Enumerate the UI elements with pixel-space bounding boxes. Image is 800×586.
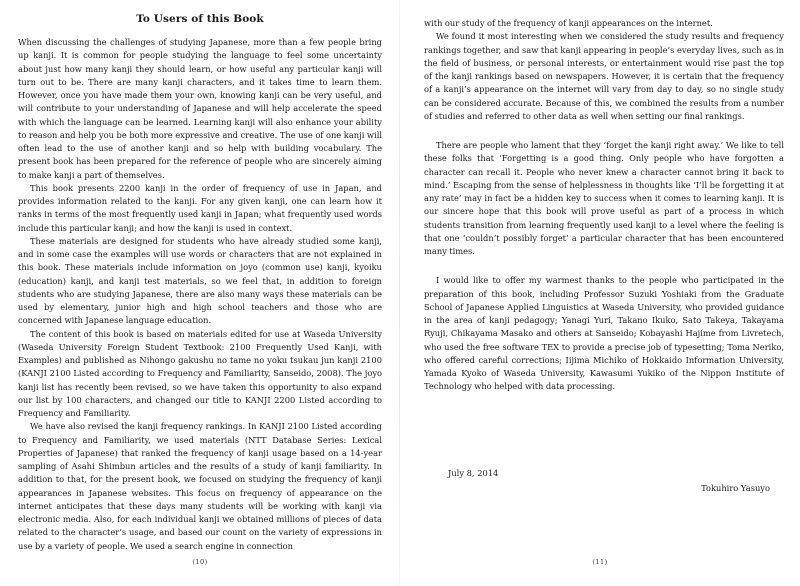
paragraph: with our study of the frequency of kanji appearances on the internet.: [424, 18, 713, 28]
page-number: (10): [192, 558, 208, 566]
signature-author: Tokuhiro Yasuyo: [701, 483, 770, 493]
left-page-body: [18, 36, 382, 553]
right-page-body: [424, 17, 784, 394]
paragraph: This book presents 2200 kanji in the order of frequency of use in Japan, and provides information related to the kanji. For any given kanji, one can learn how it ranks in terms of the most frequently used kanji in Japan; what frequently used words include this particular kanji; and how the kanji is used in context.: [18, 182, 382, 233]
paragraph: I would like to offer my warmest thanks to the people who participated in the preparation of this book, including Professor Suzuki Yoshiaki from the Graduate School of Japanese Applied Linguistics at Waseda University, who provided guidance in the area of kanji pedagogy; Yanagi Yuri, Takano Ikuko, Sato Takeya, Takayama Ryuji, Chikayama Masako and others at Sanseido; Kobayashi Hajime from Livretech, who used the free software TEX to provide a precise job of typesetting; Toma Neriko, who offered careful corrections; Iijima Michiko of Hokkaido Information University, Yamada Kyoko of Waseda University, Kawasumi Yukiko of the Nippon Institute of Technology who helped with data processing.: [424, 275, 784, 392]
paragraph: These materials are designed for students who have already studied some kanji, and in some case the examples will use words or characters that are not explained in this book. These materials include information on joyo (common use) kanji, kyoiku (education) kanji, and kanji test materials, so we feel that, in addition to foreign students who are studying Japanese, there are also many ways these materials can be used by elementary, junior high and high school teachers and those who are concerned with Japanese language education.: [18, 235, 382, 326]
paragraph: There are people who lament that they ‘forget the kanji right away.’ We like to tell these folks that ‘Forgetting is a good thing. Only people who have forgotten a character can recall it. People who never knew a character cannot bring it back to mind.’ Escaping from the sense of helplessness in thoughts like ‘I’ll be forgetting it at any rate’ may in fact be a hidden key to success when it comes to learning kanji. It is our sincere hope that this book will prove useful as part of a process in which students transition from learning frequently used kanji to a level where the feeling is that one ‘couldn’t possibly forget’ a particular character that has been encountered many times.: [424, 140, 784, 256]
paragraph: The content of this book is based on materials edited for use at Waseda University (Waseda University Foreign Student Textbook: 2100 Frequently Used Kanji, with Examples) and published as Nihongo gakushu no tame no yoku tsukau jun kanji 2100 (KANJI 2100 Listed according to Frequency and Familiarity, Sanseido, 2008). The joyo kanji list has recently been revised, so we have taken this opportunity to also expand our list by 100 characters, and changed our title to KANJI 2200 Listed according to Frequency and Familiarity.: [18, 328, 382, 418]
page-number: (11): [592, 558, 608, 566]
paragraph: We have also revised the kanji frequency rankings. In KANJI 2100 Listed according to Frequency and Familiarity, we used materials (NTT Database Series: Lexical Properties of Japanese) that ranked the frequency of kanji usage based on a 14-year sampling of Asahi Shimbun articles and the results of a study of kanji familiarity. In addition to that, for the present book, we focused on studying the frequency of kanji appearances in Japanese websites. This focus on frequency of appearance on the internet anticipates that these days many students will be working with kanji via electronic media. Also, for each individual kanji we obtained millions of pieces of data related to the character’s usage, and based our count on the variety of expressions in use by a variety of people. We used a search engine in connection: [18, 421, 382, 551]
paragraph: When discussing the challenges of studying Japanese, more than a few people bring up kanji. It is common for people studying the language to feel some uncertainty about just how many kanji they should learn, or how useful any particular kanji will turn out to be. There are many kanji characters, and it takes time to learn them. However, once you have made them your own, knowing kanji can be very useful, and will contribute to your understanding of Japanese and will help accelerate the speed with which the language can be learned. Learning kanji will also enhance your ability to reason and help you be both more expressive and creative. The use of one kanji will often lead to the use of another kanji and so help with building vocabulary. The present book has been prepared for the reference of people who are sincerely aiming to make kanji a part of themselves.: [18, 37, 382, 180]
signature-date: July 8, 2014: [448, 468, 499, 478]
right-page: [400, 0, 800, 586]
page-title: To Users of this Book: [136, 13, 264, 25]
paragraph: We found it most interesting when we considered the study results and frequency rankings together, and saw that kanji appearing in people’s everyday lives, such as in the field of business, or personal interests, or entertainment would rise past the top of the kanji rankings based on newspapers. However, it is certain that the frequency of a kanji’s appearance on the internet will vary from day to day, so no single study can be considered accurate. Because of this, we combined the results from a number of studies and referred to other data as well when setting our final rankings.: [424, 31, 784, 121]
